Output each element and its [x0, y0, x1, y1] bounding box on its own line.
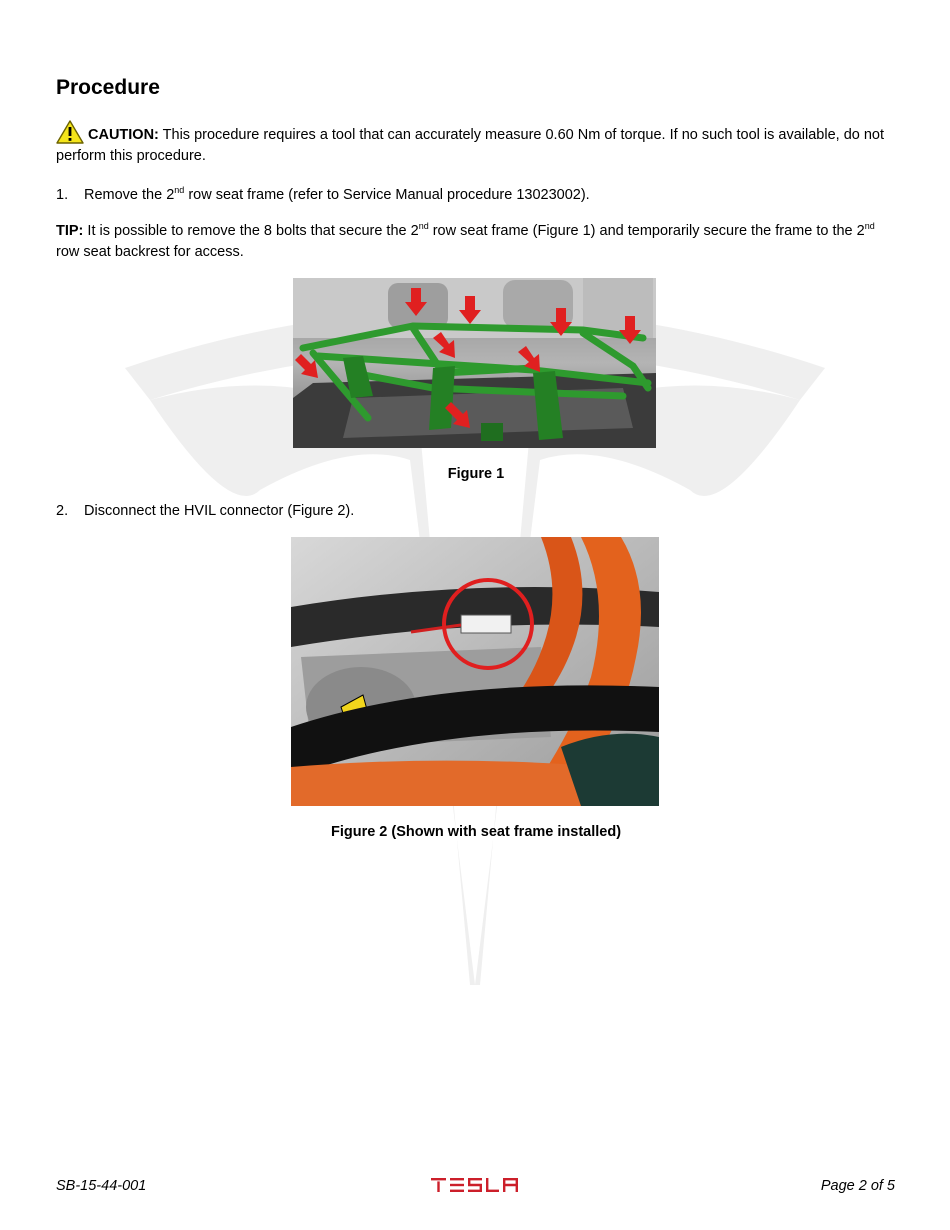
tesla-logo [431, 1178, 521, 1192]
page-title: Procedure [56, 76, 160, 99]
step-1-superscript: nd [174, 185, 185, 196]
step-1-text-start: Remove the 2 [84, 187, 175, 203]
figure-1-caption: Figure 1 [447, 466, 505, 482]
tip-text-2: row seat frame (Figure 1) and temporarily secure the frame to the 2 [428, 223, 865, 239]
step-number: 2. [56, 503, 69, 519]
step-number: 1. [56, 187, 69, 203]
tip-text-1: It is possible to remove the 8 bolts that secure the 2 [83, 223, 419, 239]
step-1 [56, 185, 896, 206]
step-2 [56, 501, 896, 522]
figure-1-seat-frame-image [293, 278, 656, 448]
tip-superscript-1: nd [418, 221, 429, 232]
caution-paragraph [56, 120, 896, 167]
caution-warning-icon [56, 120, 84, 144]
tip-superscript-2: nd [864, 221, 875, 232]
caution-text: This procedure requires a tool that can accurately measure 0.60 Nm of torque. If no such tool is available, do not perform this procedure. [56, 127, 885, 164]
step-2-text: Disconnect the HVIL connector (Figure 2). [84, 503, 355, 519]
footer-page-number: Page 2 of 5 [820, 1178, 895, 1194]
tip-paragraph [56, 221, 896, 263]
footer-document-id: SB-15-44-001 [56, 1178, 147, 1194]
tip-text-3: row seat backrest for access. [56, 244, 244, 260]
figure-2-hvil-connector-image [291, 537, 659, 806]
tip-label: TIP: [56, 223, 84, 239]
step-1-text-end: row seat frame (refer to Service Manual procedure 13023002). [184, 187, 590, 203]
caution-label: CAUTION: [88, 127, 159, 143]
figure-2-caption: Figure 2 (Shown with seat frame installed) [330, 824, 622, 840]
